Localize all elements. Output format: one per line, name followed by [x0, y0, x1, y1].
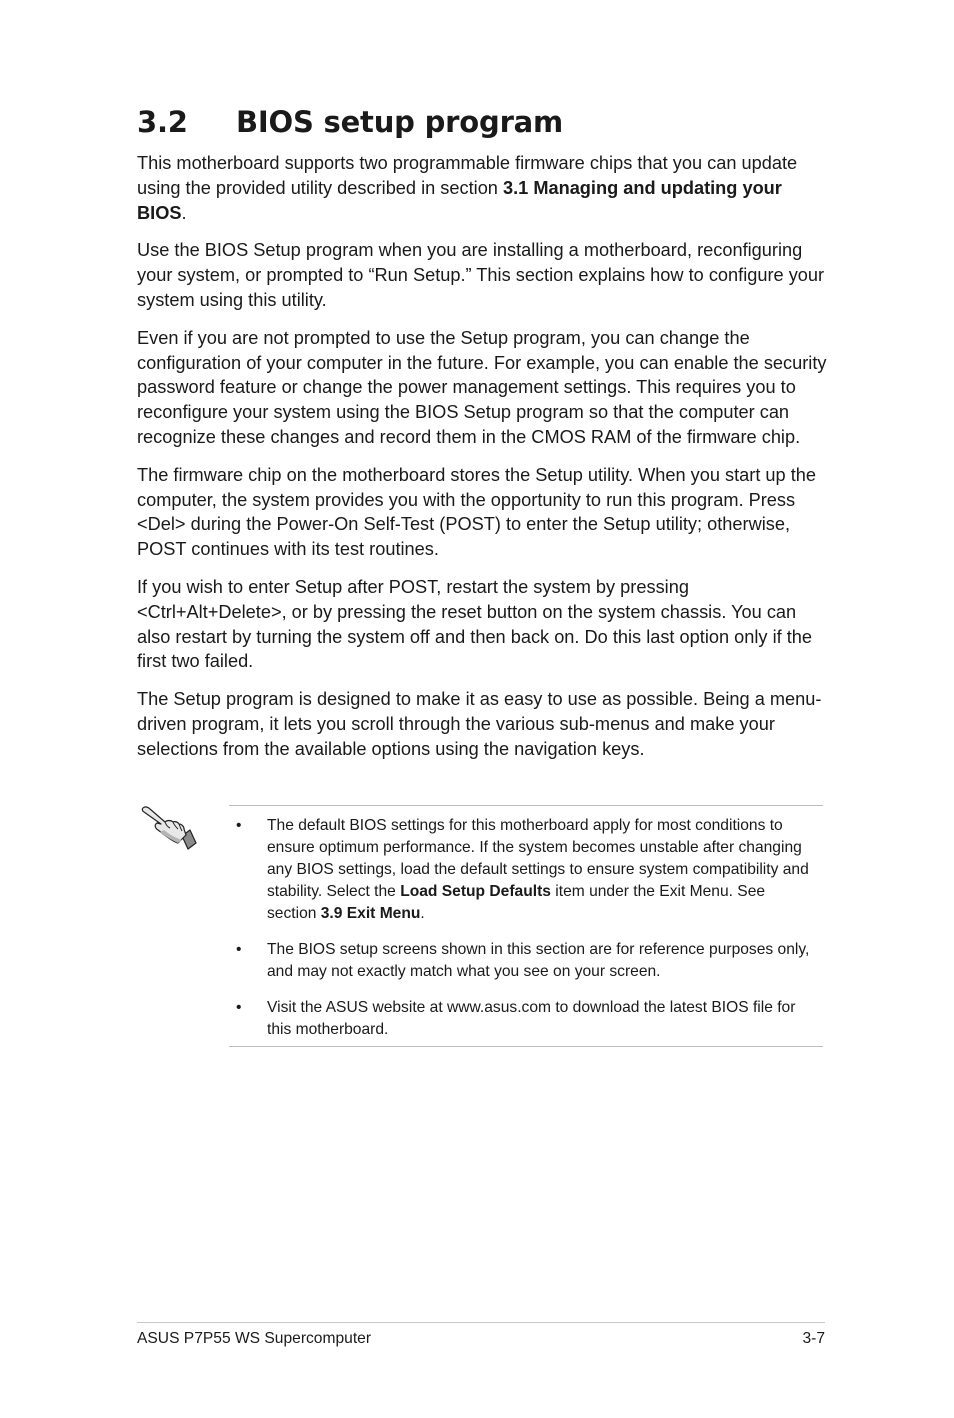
- paragraph-6: The Setup program is designed to make it as easy to use as possible. Being a menu-driven program, it lets you scroll through the various sub-menus and make your selections from the available options using the navigation keys.: [137, 689, 822, 759]
- note-list: [229, 806, 823, 1041]
- section-title: BIOS setup program: [236, 105, 564, 139]
- footer-divider: [137, 1322, 825, 1323]
- paragraph-1-text: This motherboard supports two programmable firmware chips that you can update using the provided utility described in section: [137, 153, 798, 198]
- bullet: •: [236, 941, 242, 958]
- note-item-1-text-cont: item under the Exit Menu. See section: [267, 883, 766, 922]
- note-box: [229, 805, 823, 1047]
- note-item-asus-website: [229, 997, 812, 1041]
- page-number: 3-7: [802, 1330, 825, 1347]
- note-item-1-end: .: [420, 905, 425, 922]
- section-reference: 3.1 Managing and updating your BIOS: [137, 177, 782, 223]
- bullet: •: [236, 817, 242, 834]
- section-heading: [137, 100, 563, 144]
- load-setup-defaults-label: Load Setup Defaults: [400, 883, 551, 900]
- paragraph-1: [137, 151, 827, 225]
- note-item-1-text: The default BIOS settings for this motherboard apply for most conditions to ensure optimum performance. If the system becomes unstable after changing any BIOS settings, load the default settings to ensure system compatibility and stability. Select the: [267, 817, 809, 900]
- paragraph-3: Even if you are not prompted to use the Setup program, you can change the configuration of your computer in the future. For example, you can enable the security password feature or change the power management settings. This requires you to reconfigure your system using the BIOS Setup program so that the computer can recognize these changes and record them in the CMOS RAM of the firmware chip.: [137, 327, 827, 447]
- paragraph-4: The firmware chip on the motherboard stores the Setup utility. When you start up the computer, the system provides you with the opportunity to run this program. Press <Del> during the Power-On Self-Test (POST) to enter the Setup utility; otherwise, POST continues with its test routines.: [137, 464, 817, 560]
- section-number: 3.2: [137, 105, 188, 139]
- note-item-default-settings: [229, 815, 812, 925]
- bullet: •: [236, 999, 242, 1016]
- note-item-2-text: The BIOS setup screens shown in this section are for reference purposes only, and may not exactly match what you see on your screen.: [267, 941, 810, 980]
- note-item-reference-screens: [229, 939, 812, 983]
- note-item-3-text: Visit the ASUS website at www.asus.com to download the latest BIOS file for this motherboard.: [267, 999, 796, 1038]
- paragraph-5: If you wish to enter Setup after POST, restart the system by pressing <Ctrl+Alt+Delete>, or by pressing the reset button on the system chassis. You can also restart by turning the system off and then back on. Do this last option only if the first two failed.: [137, 576, 812, 672]
- paragraph-2: Use the BIOS Setup program when you are installing a motherboard, reconfiguring your system, or prompted to “Run Setup.” This section explains how to configure your system using this utility.: [137, 240, 825, 310]
- pointing-hand-icon: [138, 805, 200, 853]
- footer-product-name: ASUS P7P55 WS Supercomputer: [137, 1330, 372, 1347]
- exit-menu-reference: 3.9 Exit Menu: [320, 905, 421, 922]
- body-text: [137, 151, 827, 775]
- paragraph-1-end: .: [181, 202, 187, 223]
